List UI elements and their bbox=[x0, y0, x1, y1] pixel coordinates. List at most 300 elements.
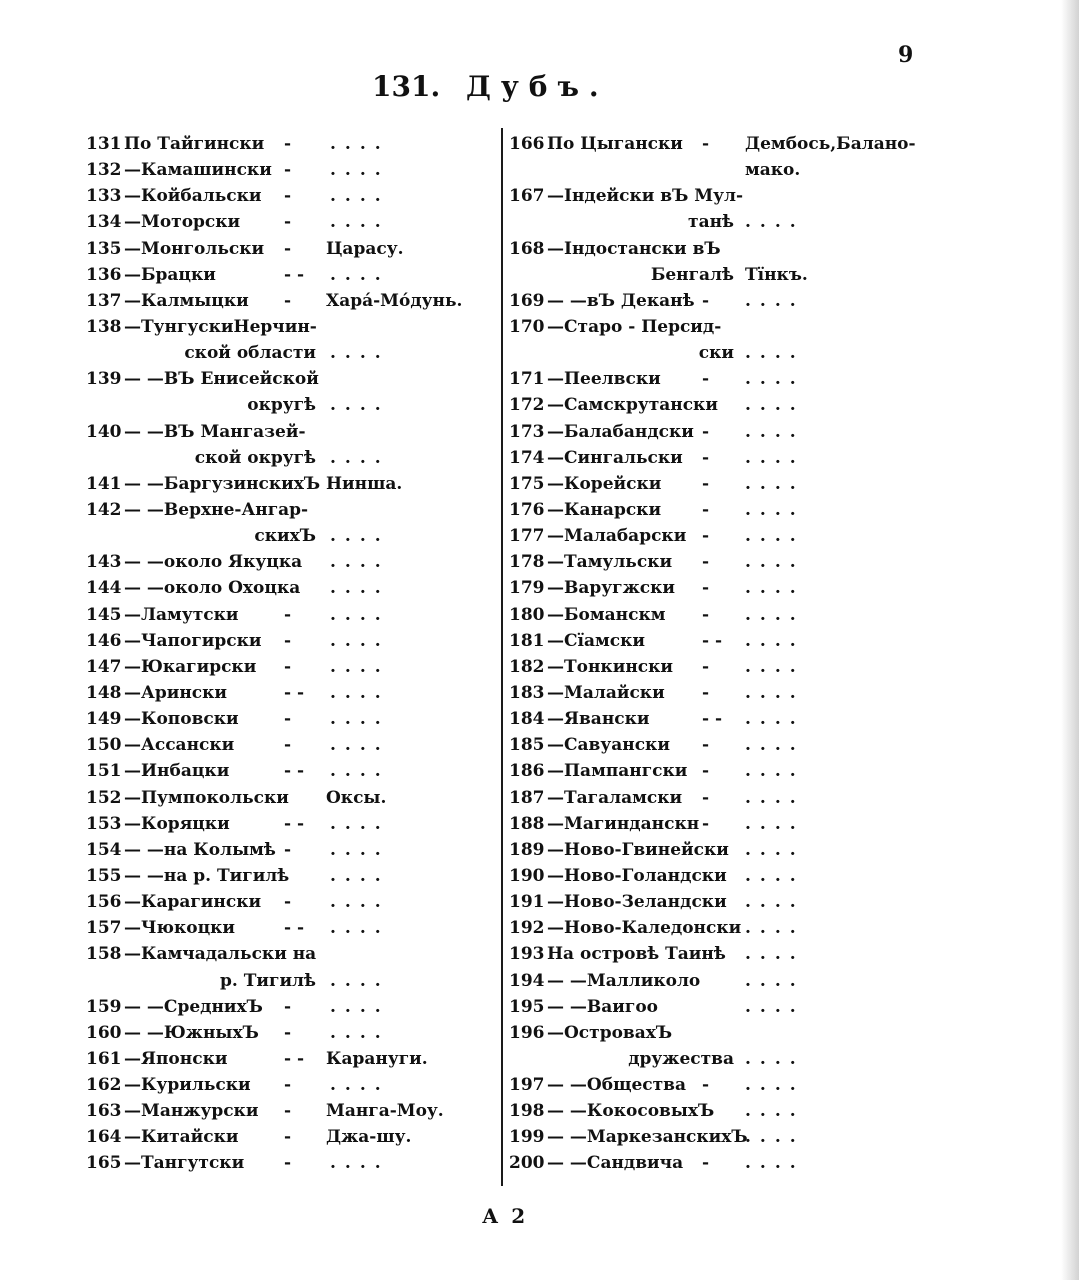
entry-number: 150 bbox=[86, 735, 122, 756]
entry-row bbox=[86, 1124, 496, 1150]
entry-dots: .... bbox=[745, 447, 805, 468]
entry-number: 142 bbox=[86, 499, 122, 520]
entry-row bbox=[509, 706, 919, 732]
entry-number: 137 bbox=[86, 290, 122, 311]
entry-dash: - bbox=[284, 630, 292, 651]
entry-dash: - - bbox=[284, 264, 305, 285]
entry-number: 184 bbox=[509, 709, 545, 730]
entry-name: —Юкагирски bbox=[124, 656, 257, 677]
entry-dash: - bbox=[284, 839, 292, 860]
entry-continuation: скихЪ bbox=[254, 526, 316, 547]
entry-name: —Малайски bbox=[547, 682, 665, 703]
entry-word: Хара́-Мо́дунь. bbox=[326, 290, 463, 311]
entry-dots: .... bbox=[330, 264, 390, 285]
entry-name: —Китайски bbox=[124, 1127, 239, 1148]
entry-name: —Брацки bbox=[124, 264, 216, 285]
entry-row bbox=[509, 523, 919, 549]
entry-word: Оксы. bbox=[326, 787, 387, 808]
entry-number: 198 bbox=[509, 1101, 545, 1122]
entry-dots: .... bbox=[330, 1075, 390, 1096]
entry-dash: - bbox=[284, 1127, 292, 1148]
entry-continuation: ской округѣ bbox=[194, 447, 316, 468]
entry-name: —Сïамски bbox=[547, 630, 646, 651]
entry-name: —Чюкоцки bbox=[124, 918, 236, 939]
entry-dots: .... bbox=[745, 944, 805, 965]
entry-dash: - - bbox=[284, 761, 305, 782]
entry-number: 162 bbox=[86, 1075, 122, 1096]
entry-name: —Японски bbox=[124, 1048, 228, 1069]
entry-dash: - bbox=[284, 1075, 292, 1096]
entry-dots: .... bbox=[745, 395, 805, 416]
entry-dash: - bbox=[284, 1153, 292, 1174]
entry-row bbox=[509, 994, 919, 1020]
entry-dots: .... bbox=[330, 134, 390, 154]
entry-name: —Канарски bbox=[547, 499, 662, 520]
entry-name: —Ново-Каледонски bbox=[547, 918, 742, 939]
entry-number: 163 bbox=[86, 1101, 122, 1122]
entry-dots: .... bbox=[745, 526, 805, 547]
entry-row bbox=[509, 262, 919, 288]
left-column bbox=[86, 131, 496, 1177]
entry-dots: .... bbox=[745, 212, 805, 233]
entry-number: 171 bbox=[509, 369, 545, 390]
entry-dots: .... bbox=[745, 735, 805, 756]
entry-row bbox=[86, 732, 496, 758]
entry-number: 134 bbox=[86, 212, 122, 233]
entry-row bbox=[509, 758, 919, 784]
entry-name: — —Ваигоо bbox=[547, 996, 659, 1017]
entry-dash: - bbox=[284, 735, 292, 756]
entry-continuation: танѣ bbox=[688, 212, 734, 233]
entry-dash: - - bbox=[702, 709, 723, 730]
entry-name: — —на Колымѣ bbox=[124, 839, 276, 860]
entry-name: —Тонкински bbox=[547, 656, 673, 677]
entry-row bbox=[509, 889, 919, 915]
entry-number: 181 bbox=[509, 630, 545, 651]
entry-number: 148 bbox=[86, 682, 122, 703]
entry-continuation: ской области bbox=[184, 343, 316, 364]
entry-row bbox=[509, 941, 919, 967]
entry-dash: - bbox=[702, 526, 710, 547]
entry-number: 186 bbox=[509, 761, 545, 782]
entry-row bbox=[509, 131, 919, 157]
entry-dots: .... bbox=[745, 970, 805, 991]
entry-name: —Тагаламски bbox=[547, 787, 683, 808]
entry-word: Джа-шу. bbox=[326, 1127, 412, 1148]
entry-name: По Цыгански bbox=[547, 134, 683, 154]
entry-number: 188 bbox=[509, 813, 545, 834]
entry-dots: .... bbox=[745, 1127, 805, 1148]
entry-number: 164 bbox=[86, 1127, 122, 1148]
entry-number: 140 bbox=[86, 421, 122, 442]
entry-name: По Тайгински bbox=[124, 134, 265, 154]
entry-number: 180 bbox=[509, 604, 545, 625]
entry-dots: .... bbox=[330, 604, 390, 625]
entry-row bbox=[86, 1150, 496, 1176]
entry-dots: .... bbox=[745, 421, 805, 442]
entry-number: 197 bbox=[509, 1075, 545, 1096]
entry-name: —Манжурски bbox=[124, 1101, 259, 1122]
entry-row bbox=[86, 654, 496, 680]
entry-name: — —ВЪ Мангазей- bbox=[124, 421, 306, 442]
entry-row bbox=[86, 837, 496, 863]
entry-name: —Старо - Персид- bbox=[547, 316, 722, 337]
entry-dots: .... bbox=[745, 369, 805, 390]
entry-row bbox=[509, 183, 919, 209]
right-column bbox=[509, 131, 919, 1177]
entry-dash: - bbox=[702, 787, 710, 808]
entry-dash: - bbox=[284, 134, 292, 154]
entry-number: 193 bbox=[509, 944, 545, 965]
entry-dash: - - bbox=[284, 1048, 305, 1069]
entry-name: —Балабандски bbox=[547, 421, 694, 442]
entry-row bbox=[509, 236, 919, 262]
entry-dots: .... bbox=[330, 709, 390, 730]
entry-row bbox=[86, 1098, 496, 1124]
entry-row bbox=[86, 314, 496, 340]
entry-name: —Ново-Гвинейски bbox=[547, 839, 729, 860]
entry-number: 177 bbox=[509, 526, 545, 547]
entry-row bbox=[86, 915, 496, 941]
entry-name: —Явански bbox=[547, 709, 650, 730]
entry-row bbox=[86, 445, 496, 471]
entry-row bbox=[86, 419, 496, 445]
entry-dash: - bbox=[702, 369, 710, 390]
entry-dash: - bbox=[284, 212, 292, 233]
entry-dash: - bbox=[702, 552, 710, 573]
entry-row bbox=[86, 628, 496, 654]
entry-dots: .... bbox=[330, 212, 390, 233]
entry-row bbox=[86, 575, 496, 601]
entry-dash: - bbox=[702, 473, 710, 494]
entry-number: 139 bbox=[86, 369, 122, 390]
entry-row bbox=[86, 968, 496, 994]
entry-row bbox=[509, 837, 919, 863]
entry-row bbox=[86, 471, 496, 497]
entry-dots: .... bbox=[745, 787, 805, 808]
entry-row bbox=[509, 654, 919, 680]
entry-number: 145 bbox=[86, 604, 122, 625]
entry-row bbox=[509, 785, 919, 811]
entry-dots: .... bbox=[330, 395, 390, 416]
entry-name: —Инбацки bbox=[124, 761, 230, 782]
entry-dash: - bbox=[284, 892, 292, 913]
entry-dash: - bbox=[702, 682, 710, 703]
entry-dots: .... bbox=[745, 578, 805, 599]
entry-row bbox=[86, 131, 496, 157]
entry-number: 196 bbox=[509, 1022, 545, 1043]
entry-number: 160 bbox=[86, 1022, 122, 1043]
entry-name: — —Сандвича bbox=[547, 1153, 684, 1174]
entry-name: —Магинданскн bbox=[547, 813, 700, 834]
entry-row bbox=[509, 497, 919, 523]
entry-number: 173 bbox=[509, 421, 545, 442]
entry-dots: .... bbox=[330, 970, 390, 991]
entry-number: 161 bbox=[86, 1048, 122, 1069]
entry-number: 168 bbox=[509, 238, 545, 259]
entry-number: 194 bbox=[509, 970, 545, 991]
entry-name: — —около Якуцка bbox=[124, 552, 303, 573]
entry-number: 167 bbox=[509, 186, 545, 207]
entry-name: —Коповски bbox=[124, 709, 239, 730]
entry-dots: .... bbox=[745, 630, 805, 651]
entry-row bbox=[509, 340, 919, 366]
entry-dash: - bbox=[284, 290, 292, 311]
entry-continuation: округѣ bbox=[247, 395, 316, 416]
entry-number: 191 bbox=[509, 892, 545, 913]
entry-dash: - bbox=[702, 447, 710, 468]
entry-name: — —Верхне-Ангар- bbox=[124, 499, 309, 520]
entry-dash: - bbox=[702, 499, 710, 520]
entry-number: 190 bbox=[509, 865, 545, 886]
column-divider bbox=[501, 128, 503, 1186]
entry-name: — —вЪ Деканѣ bbox=[547, 290, 695, 311]
entry-name: —Савуански bbox=[547, 735, 670, 756]
entry-number: 189 bbox=[509, 839, 545, 860]
entry-name: — —КокосовыхЪ bbox=[547, 1101, 715, 1122]
entry-row bbox=[509, 1046, 919, 1072]
entry-dots: .... bbox=[330, 656, 390, 677]
entry-dots: .... bbox=[330, 918, 390, 939]
entry-row bbox=[509, 575, 919, 601]
entry-name: — —БаргузинскихЪ bbox=[124, 473, 321, 494]
entry-row bbox=[509, 732, 919, 758]
entry-name: —Коряцки bbox=[124, 813, 230, 834]
entry-name: —Моторски bbox=[124, 212, 241, 233]
entry-number: 153 bbox=[86, 813, 122, 834]
entry-number: 131 bbox=[86, 134, 122, 154]
entry-dash: - bbox=[702, 134, 710, 154]
entry-dots: .... bbox=[745, 709, 805, 730]
entry-dash: - bbox=[284, 186, 292, 207]
entry-name: —Ассански bbox=[124, 735, 235, 756]
entry-word: Карануги. bbox=[326, 1048, 428, 1069]
entry-dots: .... bbox=[745, 892, 805, 913]
entry-dash: - bbox=[284, 238, 292, 259]
entry-name: — —СреднихЪ bbox=[124, 996, 263, 1017]
entry-name: — —МаркезанскихЪ bbox=[547, 1127, 748, 1148]
entry-row bbox=[86, 209, 496, 235]
entry-row bbox=[86, 1020, 496, 1046]
entry-number: 135 bbox=[86, 238, 122, 259]
entry-dash: - bbox=[702, 290, 710, 311]
signature-mark: А 2 bbox=[482, 1204, 529, 1228]
entry-row bbox=[509, 811, 919, 837]
entry-number: 182 bbox=[509, 656, 545, 677]
entry-dash: - bbox=[284, 1101, 292, 1122]
entry-dash: - bbox=[702, 604, 710, 625]
entry-dash: - bbox=[702, 656, 710, 677]
entry-dots: .... bbox=[745, 552, 805, 573]
entry-row bbox=[86, 183, 496, 209]
entry-dash: - bbox=[702, 735, 710, 756]
entry-name: —Камчадальски на bbox=[124, 944, 317, 965]
page-title bbox=[372, 70, 609, 103]
entry-row bbox=[509, 445, 919, 471]
page-edge-shadow bbox=[1061, 0, 1079, 1280]
entry-row bbox=[86, 497, 496, 523]
entry-number: 174 bbox=[509, 447, 545, 468]
entry-name: —Індейски вЪ Мул- bbox=[547, 186, 744, 207]
entry-number: 185 bbox=[509, 735, 545, 756]
entry-name: — —ЮжныхЪ bbox=[124, 1022, 259, 1043]
entry-name: —Боманскм bbox=[547, 604, 666, 625]
entry-dots: .... bbox=[745, 996, 805, 1017]
entry-row bbox=[509, 1124, 919, 1150]
entry-name: На островѣ Таинѣ bbox=[547, 944, 726, 965]
entry-row bbox=[86, 523, 496, 549]
entry-dots: .... bbox=[330, 447, 390, 468]
entry-dots: .... bbox=[330, 160, 390, 181]
entry-row bbox=[86, 785, 496, 811]
entry-continuation: Бенгалѣ bbox=[650, 264, 734, 285]
entry-name: — —около Охоцка bbox=[124, 578, 301, 599]
entry-dash: - bbox=[702, 421, 710, 442]
entry-name: —Пампангски bbox=[547, 761, 688, 782]
entry-name: —Сингальски bbox=[547, 447, 683, 468]
entry-name: —Тамульски bbox=[547, 552, 673, 573]
entry-number: 155 bbox=[86, 865, 122, 886]
entry-dots: .... bbox=[745, 813, 805, 834]
entry-dots: .... bbox=[330, 839, 390, 860]
heading-number: 131. bbox=[372, 70, 441, 103]
entry-row bbox=[86, 680, 496, 706]
entry-number: 159 bbox=[86, 996, 122, 1017]
entry-row bbox=[509, 392, 919, 418]
entry-row bbox=[509, 209, 919, 235]
entry-row bbox=[86, 236, 496, 262]
entry-dots: .... bbox=[745, 918, 805, 939]
entry-dots: .... bbox=[330, 186, 390, 207]
entry-dots: .... bbox=[330, 761, 390, 782]
entry-row bbox=[509, 1098, 919, 1124]
entry-row bbox=[509, 288, 919, 314]
entry-dash: - bbox=[702, 1075, 710, 1096]
entry-dots: .... bbox=[745, 1101, 805, 1122]
entry-dash: - bbox=[702, 761, 710, 782]
entry-row bbox=[509, 314, 919, 340]
entry-row bbox=[86, 366, 496, 392]
entry-number: 154 bbox=[86, 839, 122, 860]
entry-dash: - - bbox=[284, 918, 305, 939]
entry-number: 141 bbox=[86, 473, 122, 494]
entry-word: Нинша. bbox=[326, 473, 403, 494]
entry-dots: .... bbox=[330, 1153, 390, 1174]
entry-dots: .... bbox=[745, 343, 805, 364]
entry-dots: .... bbox=[745, 604, 805, 625]
entry-dots: .... bbox=[745, 761, 805, 782]
entry-dash: - bbox=[284, 160, 292, 181]
entry-row bbox=[509, 549, 919, 575]
entry-name: —Тангутски bbox=[124, 1153, 245, 1174]
entry-name: —Індостански вЪ bbox=[547, 238, 721, 259]
entry-dash: - bbox=[702, 813, 710, 834]
entry-number: 156 bbox=[86, 892, 122, 913]
entry-number: 143 bbox=[86, 552, 122, 573]
entry-name: —Самскрутански bbox=[547, 395, 718, 416]
entry-dots: .... bbox=[745, 1153, 805, 1174]
entry-row bbox=[509, 1072, 919, 1098]
entry-number: 144 bbox=[86, 578, 122, 599]
entry-name: —Койбальски bbox=[124, 186, 262, 207]
entry-dots: .... bbox=[745, 682, 805, 703]
entry-name: — —ВЪ Енисейской bbox=[124, 369, 319, 390]
entry-name: —Монгольски bbox=[124, 238, 265, 259]
entry-continuation: дружества bbox=[628, 1048, 734, 1069]
entry-word: Тïнкъ. bbox=[745, 264, 808, 285]
entry-number: 132 bbox=[86, 160, 122, 181]
entry-row bbox=[509, 602, 919, 628]
entry-dots: .... bbox=[745, 1048, 805, 1069]
entry-dash: - bbox=[284, 996, 292, 1017]
entry-number: 152 bbox=[86, 787, 122, 808]
entry-name: — —Малликоло bbox=[547, 970, 701, 991]
entry-name: —Ново-Зеландски bbox=[547, 892, 727, 913]
entry-dash: - - bbox=[284, 813, 305, 834]
entry-row bbox=[509, 680, 919, 706]
entry-dots: .... bbox=[745, 473, 805, 494]
entry-row bbox=[509, 157, 919, 183]
entry-dash: - bbox=[702, 1153, 710, 1174]
entry-number: 195 bbox=[509, 996, 545, 1017]
entry-word: Царасу. bbox=[326, 238, 404, 259]
entry-dots: .... bbox=[745, 865, 805, 886]
entry-name: —Ламутски bbox=[124, 604, 239, 625]
entry-dots: .... bbox=[330, 578, 390, 599]
entry-row bbox=[509, 628, 919, 654]
entry-continuation: р. Тигилѣ bbox=[220, 970, 316, 991]
entry-dots: .... bbox=[330, 682, 390, 703]
entry-name: —Ново-Голандски bbox=[547, 865, 727, 886]
entry-name: —ТунгускиНерчин- bbox=[124, 316, 317, 337]
entry-word: Дембось,Балано- bbox=[745, 134, 916, 154]
entry-number: 172 bbox=[509, 395, 545, 416]
entry-name: —ОстровахЪ bbox=[547, 1022, 673, 1043]
entry-name: —Чапогирски bbox=[124, 630, 262, 651]
entry-row bbox=[86, 602, 496, 628]
entry-row bbox=[509, 863, 919, 889]
entry-dots: .... bbox=[330, 996, 390, 1017]
entry-row bbox=[509, 915, 919, 941]
entry-row bbox=[86, 157, 496, 183]
entry-number: 199 bbox=[509, 1127, 545, 1148]
entry-dots: .... bbox=[330, 892, 390, 913]
entry-number: 170 bbox=[509, 316, 545, 337]
entry-number: 133 bbox=[86, 186, 122, 207]
entry-number: 176 bbox=[509, 499, 545, 520]
entry-row bbox=[86, 340, 496, 366]
entry-row bbox=[86, 941, 496, 967]
entry-name: —Корейски bbox=[547, 473, 662, 494]
entry-name: — —Общества bbox=[547, 1075, 686, 1096]
entry-number: 187 bbox=[509, 787, 545, 808]
entry-number: 147 bbox=[86, 656, 122, 677]
entry-dots: .... bbox=[745, 1075, 805, 1096]
page-number: 9 bbox=[898, 42, 914, 68]
entry-dots: .... bbox=[330, 735, 390, 756]
entry-row bbox=[509, 1150, 919, 1176]
entry-dots: .... bbox=[745, 656, 805, 677]
entry-name: — —на р. Тигилѣ bbox=[124, 865, 290, 886]
entry-number: 146 bbox=[86, 630, 122, 651]
entry-dash: - bbox=[702, 578, 710, 599]
entry-number: 157 bbox=[86, 918, 122, 939]
heading-word: Дубъ. bbox=[465, 70, 609, 103]
entry-dash: - - bbox=[284, 682, 305, 703]
entry-row bbox=[86, 549, 496, 575]
entry-row bbox=[509, 968, 919, 994]
entry-number: 175 bbox=[509, 473, 545, 494]
